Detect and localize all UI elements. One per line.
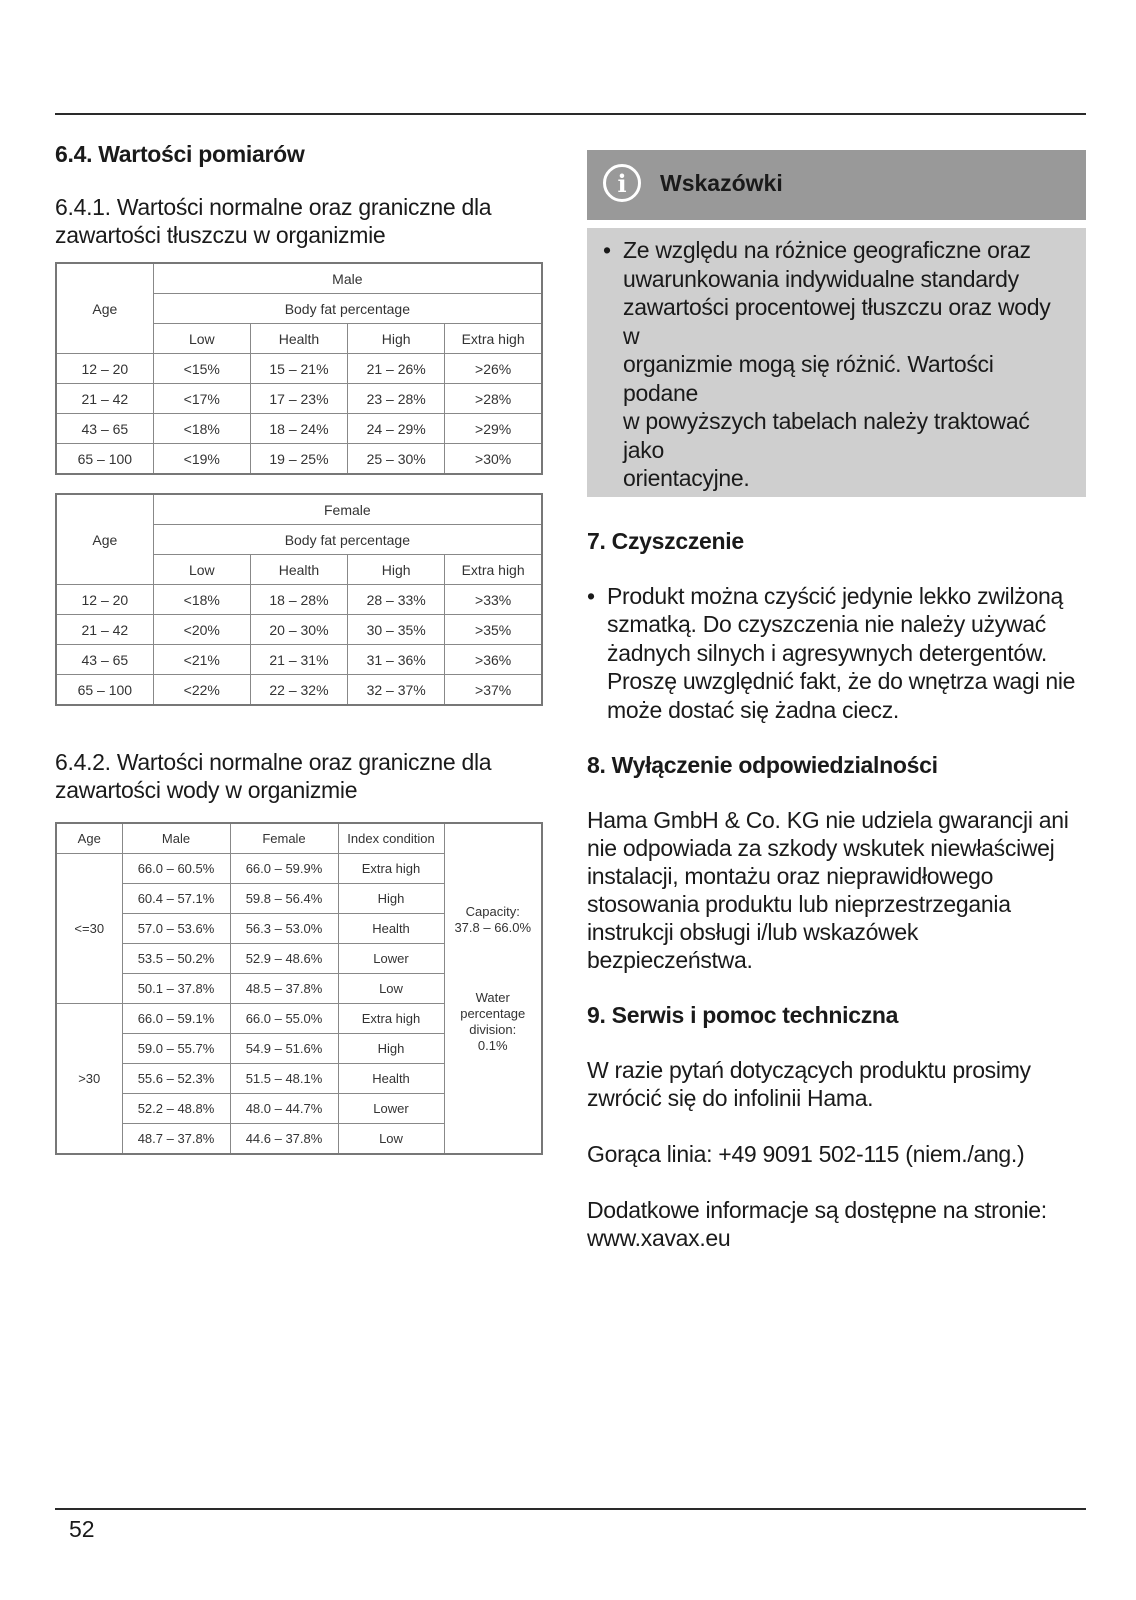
website-link[interactable]: www.xavax.eu [587, 1225, 731, 1251]
table-row [56, 444, 542, 475]
table-cell: <20% [153, 615, 250, 645]
table-cell: 59.8 – 56.4% [230, 884, 338, 914]
left-column [55, 140, 545, 1155]
table-cell: 12 – 20 [56, 354, 153, 384]
fat-table-female [55, 493, 543, 706]
table-cell: >37% [445, 675, 542, 706]
table-cell: <18% [153, 414, 250, 444]
table-cell: 25 – 30% [348, 444, 445, 475]
table-cell: >30% [445, 444, 542, 475]
table-cell: Health [338, 914, 444, 944]
table-row [56, 615, 542, 645]
table-cell: 48.0 – 44.7% [230, 1094, 338, 1124]
top-rule [55, 113, 1086, 115]
col-header: Extra high [445, 324, 542, 354]
table-cell: >26% [445, 354, 542, 384]
table-cell: 17 – 23% [250, 384, 347, 414]
subsection-6-4-2-title: 6.4.2. Wartości normalne oraz graniczne dla zawartości wody w organizmie [55, 749, 492, 803]
tip-bullet: • Ze względu na różnice geograficzne oraz uwarunkowania indywidualne standardy zawartości procentowej tłuszczu oraz wody w organizmie mogą się różnić. Wartości podane w powyższych tabelach należy traktować jako orientacyjne. [603, 237, 1051, 491]
table-row [56, 645, 542, 675]
table-cell: 54.9 – 51.6% [230, 1034, 338, 1064]
section-heading-7: 7. Czyszczenie [587, 527, 744, 554]
col-header: Age [56, 823, 122, 854]
table-cell: High [338, 884, 444, 914]
col-header: High [348, 324, 445, 354]
table-cell: Extra high [338, 1004, 444, 1034]
liability-paragraph: Hama GmbH & Co. KG nie udziela gwarancji ani nie odpowiada za szkody wskutek niewłaściwej instalacji, montażu oraz nieprawidłowego stosowania produktu lub nieprzestrzegania instrukcji obsługi i/lub wskazówek bezpieczeństwa. [587, 807, 1069, 973]
table-cell: 44.6 – 37.8% [230, 1124, 338, 1155]
water-table [55, 822, 543, 1155]
table-cell: <19% [153, 444, 250, 475]
col-header: Health [250, 555, 347, 585]
subsection-6-4-1-title: 6.4.1. Wartości normalne oraz graniczne dla zawartości tłuszczu w organizmie [55, 194, 492, 248]
table-cell: 66.0 – 59.1% [122, 1004, 230, 1034]
table-cell: 12 – 20 [56, 585, 153, 615]
fat-table-male [55, 262, 543, 475]
hotline-text: Gorąca linia: +49 9091 502-115 (niem./ang.) [587, 1141, 1025, 1167]
table-cell: Lower [338, 944, 444, 974]
tips-body [587, 228, 1086, 497]
table-cell: 22 – 32% [250, 675, 347, 706]
table-cell: 57.0 – 53.6% [122, 914, 230, 944]
table-row [56, 384, 542, 414]
table-cell: 24 – 29% [348, 414, 445, 444]
age-group-cell: <=30 [56, 854, 122, 1004]
table-cell: 21 – 42 [56, 615, 153, 645]
col-header: Low [153, 324, 250, 354]
table-cell: >35% [445, 615, 542, 645]
table-cell: 56.3 – 53.0% [230, 914, 338, 944]
table-row [56, 354, 542, 384]
group-header: Male [153, 263, 542, 294]
measure-header: Body fat percentage [153, 525, 542, 555]
section-heading-8: 8. Wyłączenie odpowiedzialności [587, 752, 938, 778]
table-cell: 52.9 – 48.6% [230, 944, 338, 974]
col-header: Female [230, 823, 338, 854]
table-cell: 66.0 – 59.9% [230, 854, 338, 884]
right-column [587, 150, 1086, 1252]
age-group-cell: >30 [56, 1004, 122, 1155]
age-header: Age [56, 263, 153, 354]
section-heading-6-4: 6.4. Wartości pomiarów [55, 141, 305, 167]
table-cell: <18% [153, 585, 250, 615]
table-cell: >36% [445, 645, 542, 675]
table-row [56, 414, 542, 444]
water-notes-cell: Capacity: 37.8 – 66.0% Water percentage division: 0.1% [444, 823, 542, 1154]
table-cell: 18 – 24% [250, 414, 347, 444]
table-cell: 21 – 26% [348, 354, 445, 384]
section-heading-9: 9. Serwis i pomoc techniczna [587, 1002, 899, 1028]
table-cell: Lower [338, 1094, 444, 1124]
table-cell: 55.6 – 52.3% [122, 1064, 230, 1094]
table-cell: >28% [445, 384, 542, 414]
table-cell: <15% [153, 354, 250, 384]
table-cell: 60.4 – 57.1% [122, 884, 230, 914]
more-info-paragraph: Dodatkowe informacje są dostępne na stronie: www.xavax.eu [587, 1196, 1086, 1252]
table-cell: 19 – 25% [250, 444, 347, 475]
page-number: 52 [69, 1516, 95, 1542]
table-cell: 43 – 65 [56, 645, 153, 675]
col-header: Extra high [445, 555, 542, 585]
table-row [56, 675, 542, 706]
table-cell: 66.0 – 55.0% [230, 1004, 338, 1034]
table-cell: Health [338, 1064, 444, 1094]
col-header: High [348, 555, 445, 585]
table-cell: High [338, 1034, 444, 1064]
col-header: Index condition [338, 823, 444, 854]
table-cell: 18 – 28% [250, 585, 347, 615]
table-cell: Low [338, 974, 444, 1004]
table-cell: 43 – 65 [56, 414, 153, 444]
table-row [56, 585, 542, 615]
group-header: Female [153, 494, 542, 525]
table-cell: 50.1 – 37.8% [122, 974, 230, 1004]
table-cell: 48.7 – 37.8% [122, 1124, 230, 1155]
table-cell: 65 – 100 [56, 444, 153, 475]
service-paragraph: W razie pytań dotyczących produktu prosimy zwrócić się do infolinii Hama. [587, 1057, 1031, 1111]
table-cell: 32 – 37% [348, 675, 445, 706]
table-cell: 28 – 33% [348, 585, 445, 615]
table-cell: 31 – 36% [348, 645, 445, 675]
table-cell: <21% [153, 645, 250, 675]
table-cell: 23 – 28% [348, 384, 445, 414]
info-icon: i [603, 164, 641, 202]
table-cell: 65 – 100 [56, 675, 153, 706]
cleaning-bullet: • Produkt można czyścić jedynie lekko zwilżoną szmatką. Do czyszczenia nie należy używać żadnych silnych i agresywnych detergentów. Proszę uwzględnić fakt, że do wnętrza wagi nie może dostać się żadna ciecz. [587, 582, 1076, 723]
bullet-dot: • [587, 582, 595, 609]
table-cell: 30 – 35% [348, 615, 445, 645]
table-cell: 48.5 – 37.8% [230, 974, 338, 1004]
col-header: Male [122, 823, 230, 854]
table-cell: 21 – 31% [250, 645, 347, 675]
table-cell: >33% [445, 585, 542, 615]
table-cell: Extra high [338, 854, 444, 884]
table-cell: >29% [445, 414, 542, 444]
table-cell: 20 – 30% [250, 615, 347, 645]
age-header: Age [56, 494, 153, 585]
bottom-rule [55, 1508, 1086, 1510]
table-cell: 15 – 21% [250, 354, 347, 384]
table-cell: <17% [153, 384, 250, 414]
table-cell: 51.5 – 48.1% [230, 1064, 338, 1094]
col-header: Health [250, 324, 347, 354]
tips-title: Wskazówki [660, 170, 783, 196]
table-cell: 59.0 – 55.7% [122, 1034, 230, 1064]
col-header: Low [153, 555, 250, 585]
table-cell: Low [338, 1124, 444, 1155]
tips-header [587, 150, 1086, 220]
table-cell: 21 – 42 [56, 384, 153, 414]
table-cell: <22% [153, 675, 250, 706]
table-cell: 52.2 – 48.8% [122, 1094, 230, 1124]
table-cell: 66.0 – 60.5% [122, 854, 230, 884]
bullet-dot: • [603, 237, 611, 263]
table-cell: 53.5 – 50.2% [122, 944, 230, 974]
measure-header: Body fat percentage [153, 294, 542, 324]
